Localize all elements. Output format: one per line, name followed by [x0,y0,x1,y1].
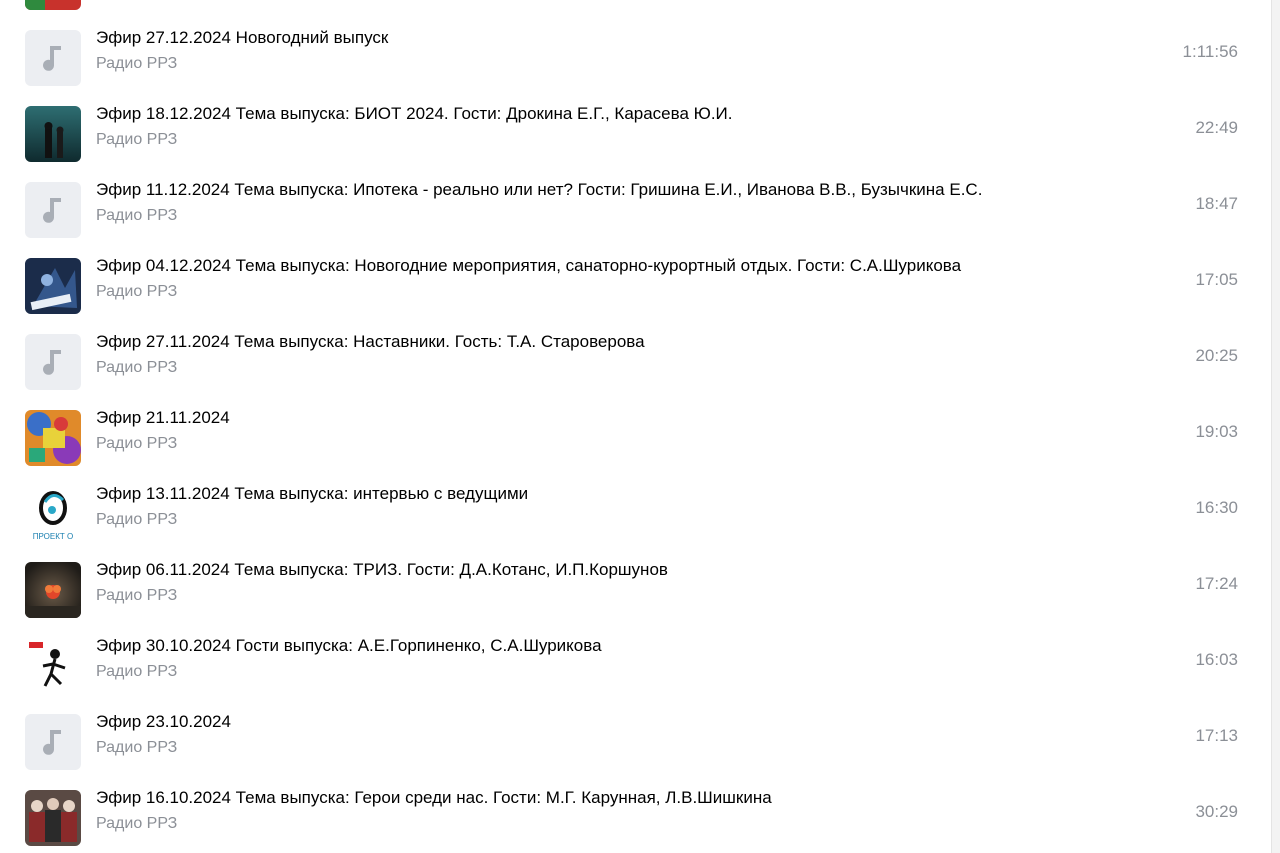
track-artist[interactable]: Радио РРЗ [96,815,178,832]
track-title[interactable]: Эфир 23.10.2024 [96,712,231,731]
track-row[interactable] [0,316,1272,392]
track-row[interactable] [0,468,1272,544]
track-row[interactable] [0,88,1272,164]
track-title[interactable]: Эфир 30.10.2024 Гости выпуска: А.Е.Горпиненко, С.А.Шурикова [96,636,602,655]
track-artist[interactable]: Радио РРЗ [96,131,178,148]
track-row[interactable] [0,620,1272,696]
track-row[interactable] [0,772,1272,848]
cover-red-image[interactable] [25,0,81,10]
track-row[interactable] [0,0,1272,12]
scrollbar[interactable] [1271,0,1280,853]
track-artist[interactable]: Радио РРЗ [96,283,178,300]
track-row[interactable] [0,12,1272,88]
track-artist[interactable]: Радио РРЗ [96,663,178,680]
music-note-icon[interactable] [25,30,81,86]
track-duration: 20:25 [1195,346,1238,365]
track-duration: 19:03 [1195,422,1238,441]
track-row[interactable] [0,392,1272,468]
track-artist[interactable]: Радио РРЗ [96,359,178,376]
track-artist[interactable]: Радио РРЗ [96,207,178,224]
track-duration: 30:29 [1195,802,1238,821]
track-title[interactable]: Эфир 27.11.2024 Тема выпуска: Наставники. Гость: Т.А. Староверова [96,332,645,351]
music-note-icon[interactable] [25,714,81,770]
cover-flower-image[interactable] [25,562,81,618]
track-row[interactable] [0,164,1272,240]
track-duration: 1:11:56 [1182,42,1238,61]
track-title[interactable]: Эфир 18.12.2024 Тема выпуска: БИОТ 2024. Гости: Дрокина Е.Г., Карасева Ю.И. [96,104,733,123]
track-artist[interactable]: Радио РРЗ [96,587,178,604]
cover-proekt-text: ПРОЕКТ О [32,532,74,541]
cover-sketch-image[interactable] [25,638,81,694]
track-title[interactable]: Эфир 27.12.2024 Новогодний выпуск [96,28,389,47]
music-note-icon[interactable] [25,334,81,390]
music-note-icon[interactable] [25,182,81,238]
track-row[interactable] [0,696,1272,772]
track-duration: 17:24 [1195,574,1238,593]
track-artist[interactable]: Радио РРЗ [96,739,178,756]
track-duration: 16:03 [1195,650,1238,669]
track-title[interactable]: Эфир 13.11.2024 Тема выпуска: интервью с ведущими [96,484,529,503]
cover-group-photo-image[interactable] [25,790,81,846]
track-artist[interactable]: Радио РРЗ [96,435,178,452]
track-title[interactable]: Эфир 11.12.2024 Тема выпуска: Ипотека - реально или нет? Гости: Гришина Е.И., Иванова В.В., Бузычкина Е.С. [96,180,983,199]
track-artist[interactable]: Радио РРЗ [96,511,178,528]
cover-teal-image[interactable] [25,106,81,162]
track-artist[interactable]: Радио РРЗ [96,55,178,72]
cover-proekt-logo[interactable] [25,486,81,542]
track-title[interactable]: Эфир 04.12.2024 Тема выпуска: Новогодние мероприятия, санаторно-курортный отдых. Гости: С.А.Шурикова [96,256,962,275]
cover-colorful-image[interactable] [25,410,81,466]
track-row[interactable] [0,240,1272,316]
track-title[interactable]: Эфир 06.11.2024 Тема выпуска: ТРИЗ. Гости: Д.А.Котанс, И.П.Коршунов [96,560,668,579]
cover-blue-image[interactable] [25,258,81,314]
track-title[interactable]: Эфир 21.11.2024 [96,408,230,427]
track-row[interactable] [0,544,1272,620]
track-title[interactable]: Эфир 16.10.2024 Тема выпуска: Герои среди нас. Гости: М.Г. Карунная, Л.В.Шишкина [96,788,772,807]
track-duration: 22:49 [1195,118,1238,137]
track-duration: 17:05 [1195,270,1238,289]
track-duration: 18:47 [1195,194,1238,213]
track-duration: 16:30 [1195,498,1238,517]
track-duration: 17:13 [1195,726,1238,745]
